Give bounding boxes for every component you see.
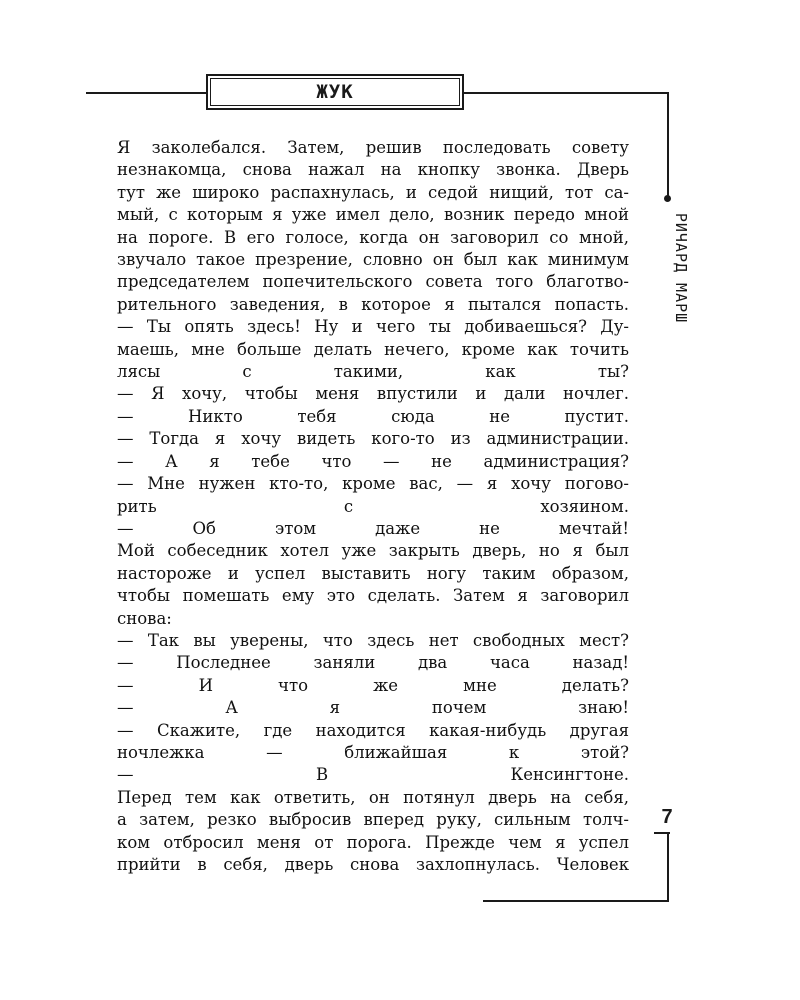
text-line: на пороге. В его голосе, когда он заговорил со мной, — [117, 227, 629, 247]
right-margin-rule-bottom — [667, 832, 669, 902]
text-line: — А я тебе что — не администрация? — [117, 451, 629, 471]
text-line: рительного заведения, в которое я пытался попасть. — [117, 294, 629, 314]
header-rule-left — [86, 92, 206, 94]
running-author — [668, 198, 694, 338]
text-line: ночлежка — ближайшая к этой? — [117, 742, 629, 762]
running-author-text: РИЧАРД МАРШ — [672, 212, 690, 324]
text-line: — В Кенсингтоне. — [117, 765, 629, 785]
text-line: маешь, мне больше делать нечего, кроме как точить — [117, 339, 629, 359]
text-line: — Скажите, где находится какая-нибудь другая — [117, 720, 629, 740]
right-margin-rule-top — [667, 92, 669, 200]
text-line: ком отбросил меня от порога. Прежде чем я успел — [117, 832, 629, 852]
text-line: Перед тем как ответить, он потянул дверь на себя, — [117, 787, 629, 807]
text-line: — Ты опять здесь! Ну и чего ты добиваешься? Ду- — [117, 317, 629, 337]
text-line: звучало такое презрение, словно он был как минимум — [117, 250, 629, 270]
running-title-text: ЖУК — [316, 81, 354, 103]
text-line: снова: — [117, 608, 172, 628]
text-line: Мой собеседник хотел уже закрыть дверь, но я был — [117, 541, 629, 561]
text-line: лясы с такими, как ты? — [117, 362, 629, 382]
text-line: незнакомца, снова нажал на кнопку звонка. Дверь — [117, 160, 629, 180]
header-rule-right — [464, 92, 668, 94]
text-line: — Об этом даже не мечтай! — [117, 518, 629, 538]
page-number: 7 — [661, 806, 673, 828]
text-line: Я заколебался. Затем, решив последовать совету — [117, 138, 629, 157]
text-line: рить с хозяином. — [117, 496, 629, 516]
text-line: — Никто тебя сюда не пустит. — [117, 406, 629, 426]
text-line: тут же широко распахнулась, и седой нищий, тот са- — [117, 182, 629, 202]
text-line: — Последнее заняли два часа назад! — [117, 653, 629, 673]
text-line: а затем, резко выбросив вперед руку, сильным толч- — [117, 810, 629, 830]
text-line: — Так вы уверены, что здесь нет свободных мест? — [117, 630, 629, 650]
text-line: — А я почем знаю! — [117, 698, 629, 718]
text-line: прийти в себя, дверь снова захлопнулась. Человек — [117, 855, 629, 874]
text-line: чтобы помешать ему это сделать. Затем я заговорил — [117, 586, 629, 606]
text-line: настороже и успел выставить ногу таким образом, — [117, 563, 629, 583]
running-title — [206, 74, 464, 110]
text-line: — Тогда я хочу видеть кого-то из администрации. — [117, 429, 629, 449]
paragraph — [117, 137, 629, 876]
text-line: — Мне нужен кто-то, кроме вас, — я хочу погово- — [117, 474, 629, 494]
body-text — [117, 137, 629, 876]
footer-rule — [483, 900, 669, 902]
text-line: мый, с которым я уже имел дело, возник передо мной — [117, 205, 629, 225]
text-line: председателем попечительского совета того благотво- — [117, 272, 629, 292]
text-line: — И что же мне делать? — [117, 675, 629, 695]
text-line: — Я хочу, чтобы меня впустили и дали ночлег. — [117, 384, 629, 404]
